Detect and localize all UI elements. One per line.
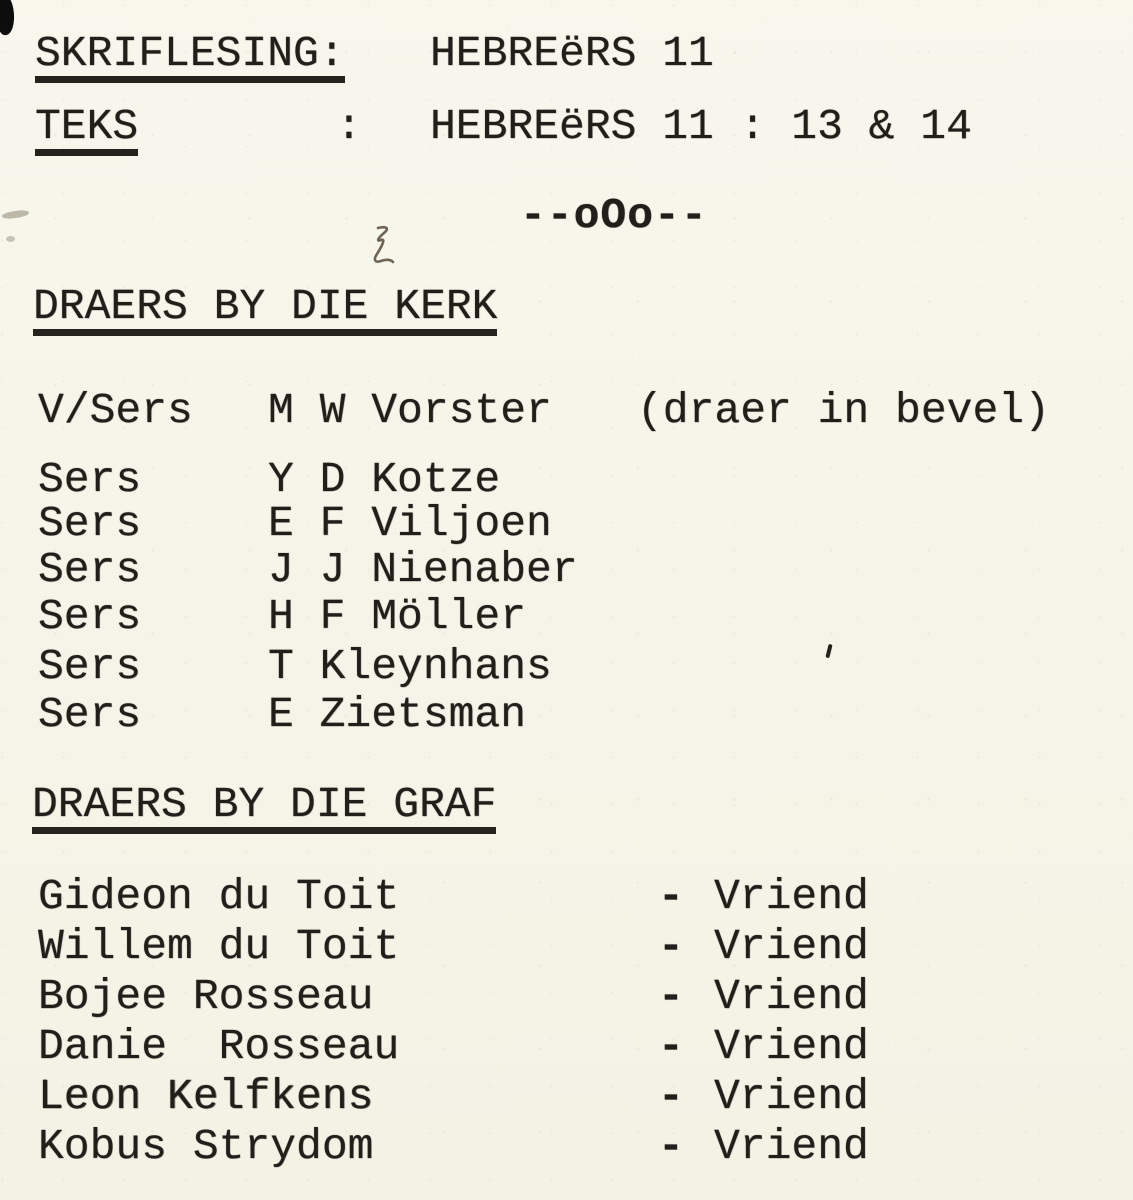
graf-row-name: Danie Rosseau	[38, 1022, 400, 1071]
scripture-reading-label: SKRIFLESING:	[35, 32, 345, 83]
graf-row-role: Vriend	[714, 1072, 869, 1121]
kerk-row-name: M W Vorster	[268, 386, 552, 435]
handwritten-z-squiggle-icon	[362, 224, 404, 272]
ink-speck	[6, 236, 15, 242]
kerk-row-name: E Zietsman	[268, 690, 527, 739]
graf-section-heading: DRAERS BY DIE GRAF	[32, 783, 496, 834]
graf-row-name: Bojee Rosseau	[38, 972, 374, 1021]
kerk-row-rank: V/Sers	[38, 386, 193, 435]
graf-row-dash: -	[658, 872, 684, 921]
graf-row-dash: -	[658, 1022, 684, 1071]
paper-edge-smudge	[2, 209, 30, 220]
kerk-row-name: T Kleynhans	[268, 642, 552, 691]
scripture-reading-value: HEBREëRS 11	[430, 29, 714, 78]
graf-row-role: Vriend	[714, 872, 869, 921]
kerk-row-rank: Sers	[38, 455, 142, 504]
text-reference-label: TEKS	[35, 105, 138, 156]
section-divider: --oOo--	[520, 191, 708, 240]
kerk-section-heading: DRAERS BY DIE KERK	[33, 285, 497, 336]
kerk-row-name: J J Nienaber	[268, 545, 578, 594]
graf-row-dash: -	[658, 1122, 684, 1171]
kerk-row-rank: Sers	[38, 592, 142, 641]
graf-row-dash: -	[658, 922, 684, 971]
kerk-row-note: (draer in bevel)	[637, 386, 1050, 435]
graf-row-role: Vriend	[714, 1022, 869, 1071]
ink-speck	[825, 644, 832, 659]
graf-row-role: Vriend	[714, 1122, 869, 1171]
kerk-row-rank: Sers	[38, 690, 142, 739]
text-reference-value: HEBREëRS 11 : 13 & 14	[430, 102, 972, 151]
kerk-row-rank: Sers	[38, 642, 142, 691]
kerk-row-rank: Sers	[38, 499, 142, 548]
graf-row-name: Gideon du Toit	[38, 872, 400, 921]
graf-row-name: Kobus Strydom	[38, 1122, 374, 1171]
graf-row-role: Vriend	[714, 972, 869, 1021]
graf-row-dash: -	[658, 1072, 684, 1121]
graf-row-name: Willem du Toit	[38, 922, 400, 971]
scan-corner-blob-icon	[0, 0, 16, 36]
graf-row-dash: -	[658, 972, 684, 1021]
kerk-row-name: Y D Kotze	[268, 455, 501, 504]
kerk-row-name: H F Möller	[268, 592, 527, 641]
graf-row-name: Leon Kelfkens	[38, 1072, 374, 1121]
kerk-row-name: E F Viljoen	[268, 499, 552, 548]
kerk-row-rank: Sers	[38, 545, 142, 594]
text-reference-separator: :	[336, 102, 362, 151]
graf-row-role: Vriend	[714, 922, 869, 971]
